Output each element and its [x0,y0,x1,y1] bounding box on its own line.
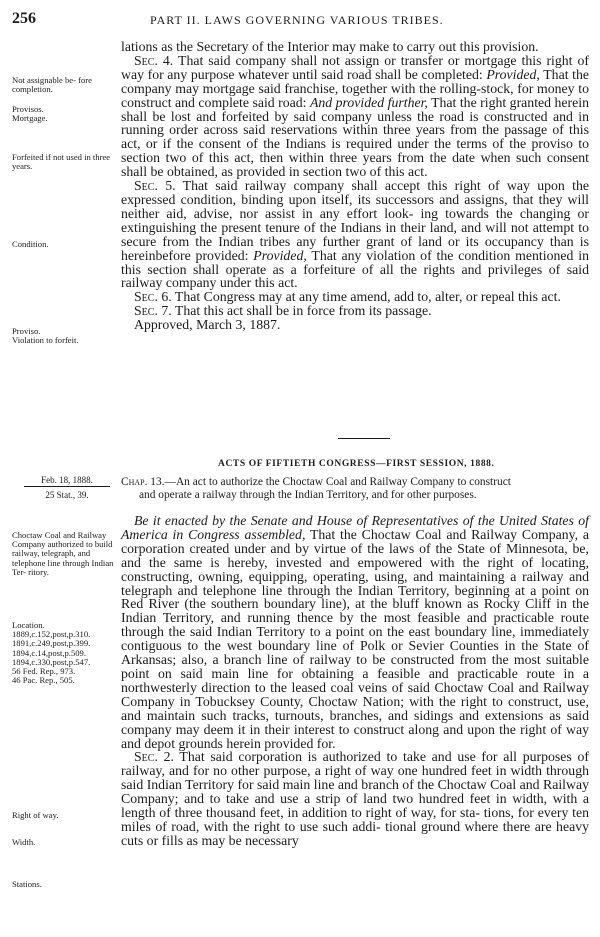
sec7-text: That this act shall be in force from its passage. [171,303,432,319]
section-5 [121,179,589,290]
sec4-text-b: That the company may mortgage said franchise, together with the rolling-stock, for money to construct and complete said road: [121,66,590,110]
chapter-title [121,476,591,502]
section-6 [121,290,589,304]
section-4 [121,54,589,179]
sec1-text: That the Choctaw Coal and Railway Company, a corporation created under and by virtue of the laws of the State of Minnesota, be, and the same is hereby, invested and empowered with the right of locating, constructing, owning, equipping, operating, using, and maintaining a railway and telegraph and telephone line through the Indian Territory, beginning at a point on Red River (the southern boundary line), at the bluff known as Rocky Cliff in the Indian Territory, and running thence by the most feasible and practicable route through the said Indian Territory to a point on the east boundary line, immediately contiguous to the west boundary line of Polk or Sevier Counties in the State of Arkansas; also, a branch line of railway to be constructed from the most suitable point on said main line for obtaining a feasible and practicable route in a northwesterly direction to the leased coal veins of said Choctaw Coal and Railway Company in Tobucksey County, Choctaw Nation; with the right to construct, use, and maintain such tracks, turnouts, branches, and sidings and extensions as said company may deem it in their interest to construct along and upon the right of way and depot grounds herein provided for. [121,526,589,751]
margin-proviso [12,327,116,345]
opening-paragraph: lations as the Secretary of the Interior may make to carry out this provision. [121,39,539,54]
sec4-text-c: That the right granted herein shall be lost and forfeited by said company unless the road is constructed and in running order across said reservations within three years from the passage of this act, or if the consent of the Indians is required under the terms of the proviso to section two of this act, then within three years from the date when such consent shall be obtained, as provided in section two of this act. [121,94,589,180]
sec6-label: Sec. 6. [134,289,172,305]
margin-choctaw: Choctaw Coal and Railway Company authorized to build railway, telegraph, and telephone line through Indian Ter- ritory. [12,530,114,577]
margin-width: Width. [12,837,36,847]
sec5-text-b: That any violation of the condition mentioned in this section shall operate as a forfeiture of all the rights and privileges of said railway company under this act. [121,247,589,291]
sec2-text: That said corporation is authorized to take and use for all purposes of railway, and for no other purpose, a right of way one hundred feet in width through said Indian Territory for said main line and branch of the Choctaw Coal and Railway Company; and to take and use a strip of land two hundred feet in width, with a length of three thousand feet, in addition to right of way, for sta- tions, for every ten miles of road, with the right to use such addi- tional ground where there are heavy cuts or fills as may be necessary [121,749,589,848]
margin-citation: 1894,c.14,post,p.509. [12,647,86,658]
margin-mortgage-label: Mortgage. [12,113,48,124]
section-7 [121,304,589,318]
margin-citation: 56 Fed. Rep., 973. [12,666,76,677]
page-number: 256 [12,10,36,27]
margin-provisos [12,105,116,123]
sec6-text: That Congress may at any time amend, add to, alter, or repeal this act. [171,289,561,305]
sec7-label: Sec. 7. [134,303,172,319]
chapter-title-a: —An act to authorize the Choctaw Coal and Railway Company to construct [164,476,511,488]
lower-body-text [121,514,589,848]
approved-line: Approved, March 3, 1887. [134,317,281,333]
enacting-clause: Be it enacted by the Senate and House of Representatives of the United States of America in Congress assembled, [121,513,589,542]
margin-citation: 1889,c.152,post,p.310. [12,629,91,640]
acts-heading: ACTS OF FIFTIETH CONGRESS—FIRST SESSION, 1888. [218,459,495,469]
margin-stations: Stations. [12,879,42,889]
margin-provisos-label: Provisos. [12,104,44,114]
sec4-provided: Provided, [486,66,540,82]
margin-citation: 1891,c.249,post,p.399. [12,638,91,649]
sec4-label: Sec. 4. [134,52,174,68]
upper-body-text [121,40,589,332]
margin-not-assignable: Not assignable be- fore completion. [12,75,92,95]
margin-location [12,621,116,685]
section-divider [338,438,390,439]
margin-condition: Condition. [12,239,49,249]
section-2 [121,750,589,847]
margin-citation: 46 Pac. Rep., 505. [12,675,75,686]
date-divider [24,486,110,487]
margin-right-of-way: Right of way. [12,810,59,820]
margin-statute: 25 Stat., 39. [45,490,89,500]
margin-proviso-label: Proviso. [12,326,41,336]
margin-date: Feb. 18, 1888. [41,475,93,485]
sec5-label: Sec. 5. [134,178,176,194]
margin-forfeited: Forfeited if not used in three years. [12,152,111,172]
sec5-provided: Provided, [253,247,307,263]
chapter-title-b: and operate a railway through the Indian Territory, and for other purposes. [139,488,477,501]
sec5-text-a: That said railway company shall accept this right of way upon the expressed condition, binding upon itself, its successors and assigns, that they will neither aid, advise, nor assist in any effort look- ing towards the changing or extinguishing the present tenure of the Indians in their land, and will not attempt to secure from the Indian tribes any further grant of land or its occupancy than is hereinbefore provided: [121,178,590,263]
margin-citation: 1894,c.330,post,p.547. [12,656,91,667]
sec4-provided-further: And provided further, [309,94,428,110]
sec4-text-a: That said company shall not assign or transfer or mortgage this right of way for any purpose whatever until said road shall be completed: [121,52,590,82]
section-1 [121,514,589,750]
margin-violation-label: Violation to forfeit. [12,335,79,346]
chapter-label: Chap. 13. [121,476,165,488]
sec2-label: Sec. 2. [134,749,174,765]
running-title: PART II. LAWS GOVERNING VARIOUS TRIBES. [150,13,444,27]
margin-location-label: Location. [12,620,45,630]
